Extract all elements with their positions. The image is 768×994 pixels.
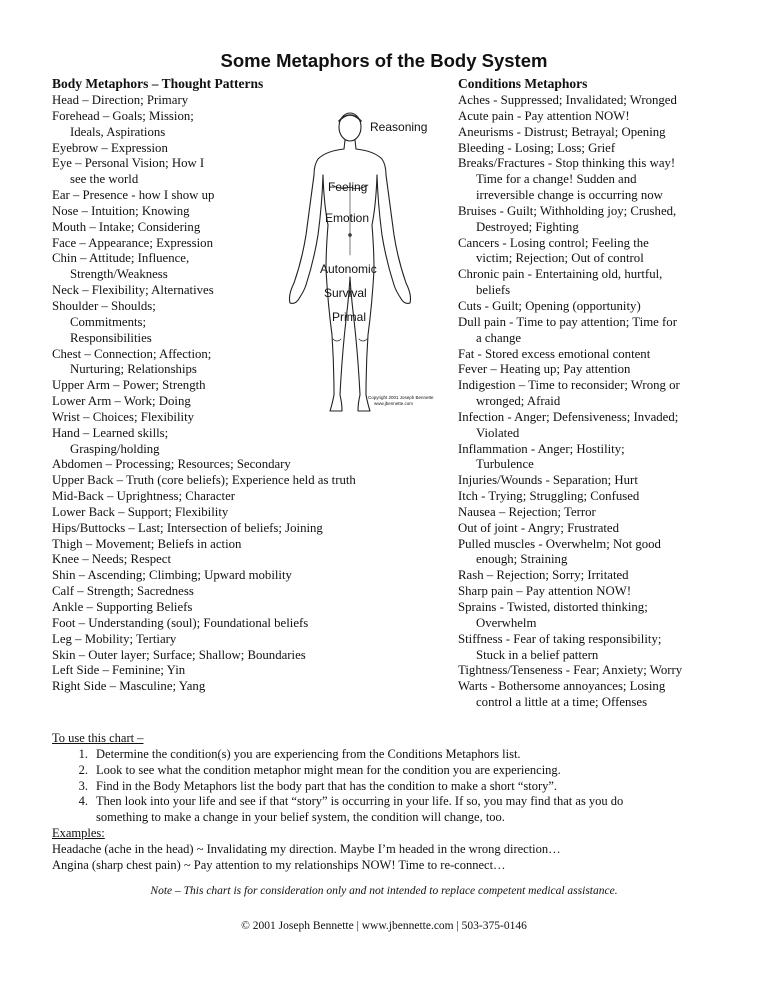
step-number: 1.: [78, 746, 88, 761]
condition-metaphor-line: Overwhelm: [476, 615, 537, 630]
body-metaphor-line: Mouth – Intake; Considering: [52, 219, 201, 234]
condition-metaphor-line: Stiffness - Fear of taking responsibility;: [458, 631, 662, 646]
condition-metaphor-line: Fat - Stored excess emotional content: [458, 346, 651, 361]
body-metaphor-line: Eyebrow – Expression: [52, 140, 168, 155]
body-metaphor-line: Upper Back – Truth (core beliefs); Experience held as truth: [52, 473, 356, 488]
label-reasoning: Reasoning: [370, 120, 428, 134]
condition-metaphor-line: enough; Straining: [476, 552, 568, 567]
footer: © 2001 Joseph Bennette | www.jbennette.com | 503-375-0146: [241, 920, 527, 932]
condition-metaphor-line: Chronic pain - Entertaining old, hurtful,: [458, 267, 663, 282]
disclaimer-note: Note – This chart is for consideration only and not intended to replace competent medical assistance.: [150, 885, 618, 897]
condition-metaphor-line: Bleeding - Losing; Loss; Grief: [458, 140, 616, 155]
body-metaphor-line: Knee – Needs; Respect: [52, 552, 172, 567]
label-primal: Primal: [332, 310, 367, 324]
body-metaphor-line: Ideals, Aspirations: [70, 124, 166, 139]
body-metaphor-line: Lower Back – Support; Flexibility: [52, 504, 229, 519]
instruction-step: [52, 747, 752, 763]
body-metaphor-line: Shoulder – Shoulds;: [52, 298, 156, 313]
label-feeling: Feeling: [328, 180, 368, 194]
instruction-step: [52, 810, 752, 826]
condition-metaphor-line: Pulled muscles - Overwhelm; Not good: [458, 536, 661, 551]
condition-metaphor-line: Violated: [476, 425, 520, 440]
condition-metaphor-line: a change: [476, 330, 522, 345]
body-metaphor-line: Abdomen – Processing; Resources; Secondary: [52, 457, 291, 472]
body-metaphor-line: Chin – Attitude; Influence,: [52, 251, 190, 266]
condition-metaphor-line: Bruises - Guilt; Withholding joy; Crushed,: [458, 203, 677, 218]
condition-metaphor-line: Warts - Bothersome annoyances; Losing: [458, 679, 666, 694]
conditions-metaphors-list: [458, 93, 682, 711]
step-text: Then look into your life and see if that “story” is occurring in your life. If so, you may find that as you do: [96, 794, 624, 809]
body-metaphor-line: Foot – Understanding (soul); Foundational beliefs: [52, 615, 309, 630]
condition-metaphor-line: Inflammation - Anger; Hostility;: [458, 441, 625, 456]
condition-metaphor-line: Fever – Heating up; Pay attention: [458, 362, 631, 377]
condition-metaphor-line: Cancers - Losing control; Feeling the: [458, 235, 649, 250]
examples-heading: Examples:: [52, 826, 105, 841]
step-text: Find in the Body Metaphors list the body part that has the condition to make a short “story”.: [96, 778, 558, 793]
body-metaphor-line: see the world: [70, 172, 139, 187]
conditions-metaphors-heading: Conditions Metaphors: [458, 76, 588, 91]
condition-metaphor-line: Nausea – Rejection; Terror: [458, 504, 596, 519]
condition-metaphor-line: irreversible change is occurring now: [476, 188, 663, 203]
step-number: [52, 810, 96, 826]
condition-metaphor-line: Infection - Anger; Defensiveness; Invaded;: [458, 409, 679, 424]
body-metaphor-line: Responsibilities: [70, 330, 152, 345]
body-metaphor-line: Commitments;: [70, 314, 147, 329]
condition-metaphor-line: Dull pain - Time to pay attention; Time for: [458, 314, 677, 329]
body-metaphor-line: Hips/Buttocks – Last; Intersection of beliefs; Joining: [52, 520, 323, 535]
example-item: Angina (sharp chest pain) ~ Pay attention to my relationships NOW! Time to re-connect…: [52, 857, 506, 872]
body-metaphor-line: Nurturing; Relationships: [70, 362, 197, 377]
condition-metaphor-line: Turbulence: [476, 457, 534, 472]
body-metaphor-line: Mid-Back – Uprightness; Character: [52, 489, 236, 504]
example-item: Headache (ache in the head) ~ Invalidating my direction. Maybe I’m headed in the wrong direction…: [52, 841, 561, 856]
body-metaphor-line: Head – Direction; Primary: [52, 93, 189, 107]
condition-metaphor-line: Out of joint - Angry; Frustrated: [458, 520, 620, 535]
body-metaphor-line: Forehead – Goals; Mission;: [52, 108, 194, 123]
condition-metaphor-line: victim; Rejection; Out of control: [476, 251, 644, 266]
instruction-step: [52, 779, 752, 795]
instructions-heading: To use this chart –: [52, 731, 144, 745]
step-number: 3.: [78, 778, 88, 793]
body-metaphor-line: Thigh – Movement; Beliefs in action: [52, 536, 242, 551]
condition-metaphor-line: Stuck in a belief pattern: [476, 647, 599, 662]
condition-metaphor-line: Breaks/Fractures - Stop thinking this way!: [458, 156, 676, 171]
instruction-steps: [52, 747, 752, 826]
condition-metaphor-line: Cuts - Guilt; Opening (opportunity): [458, 298, 641, 313]
label-survival: Survival: [324, 286, 367, 300]
body-metaphor-line: Nose – Intuition; Knowing: [52, 203, 190, 218]
condition-metaphor-line: Injuries/Wounds - Separation; Hurt: [458, 473, 638, 488]
body-metaphor-line: Left Side – Feminine; Yin: [52, 663, 186, 678]
condition-metaphor-line: wronged; Afraid: [476, 394, 561, 409]
figure-copyright: Copyright 2001 Joseph Bennette: [368, 395, 434, 400]
condition-metaphor-line: Rash – Rejection; Sorry; Irritated: [458, 568, 629, 583]
step-number: 2.: [78, 762, 88, 777]
condition-metaphor-line: Sprains - Twisted, distorted thinking;: [458, 600, 648, 614]
condition-metaphor-line: Time for a change! Sudden and: [476, 172, 637, 187]
condition-metaphor-line: Aches - Suppressed; Invalidated; Wronged: [458, 93, 677, 107]
body-metaphor-line: Lower Arm – Work; Doing: [52, 394, 191, 409]
condition-metaphor-line: Acute pain - Pay attention NOW!: [458, 108, 630, 123]
body-metaphor-line: Grasping/holding: [70, 441, 160, 456]
instructions: [52, 731, 752, 874]
body-metaphor-line: Calf – Strength; Sacredness: [52, 584, 194, 599]
body-metaphor-line: Face – Appearance; Expression: [52, 235, 213, 250]
condition-metaphor-line: Tightness/Tenseness - Fear; Anxiety; Worry: [458, 663, 683, 678]
body-metaphor-line: Hand – Learned skills;: [52, 425, 169, 440]
instruction-step: [52, 794, 752, 810]
condition-metaphor-line: control a little at a time; Offenses: [476, 695, 648, 710]
body-metaphor-line: Wrist – Choices; Flexibility: [52, 409, 195, 424]
condition-metaphor-line: Aneurisms - Distrust; Betrayal; Opening: [458, 124, 666, 139]
instruction-step: [52, 763, 752, 779]
condition-metaphor-line: Destroyed; Fighting: [476, 219, 579, 234]
body-metaphor-line: Ear – Presence - how I show up: [52, 188, 215, 203]
label-autonomic: Autonomic: [320, 262, 377, 276]
condition-metaphor-line: Sharp pain – Pay attention NOW!: [458, 584, 632, 599]
step-number: 4.: [78, 794, 88, 809]
body-metaphor-line: Eye – Personal Vision; How I: [52, 156, 205, 171]
condition-metaphor-line: Indigestion – Time to reconsider; Wrong or: [458, 378, 680, 393]
condition-metaphor-line: Itch - Trying; Struggling; Confused: [458, 489, 640, 504]
condition-metaphor-line: beliefs: [476, 283, 511, 298]
human-body-figure: [270, 105, 450, 425]
body-metaphor-line: Shin – Ascending; Climbing; Upward mobility: [52, 568, 292, 583]
body-metaphors-heading: Body Metaphors – Thought Patterns: [52, 76, 264, 91]
body-metaphor-line: Neck – Flexibility; Alternatives: [52, 283, 214, 298]
step-text: something to make a change in your belief system, the condition will change, too.: [96, 810, 505, 825]
body-metaphor-line: Leg – Mobility; Tertiary: [52, 631, 177, 646]
page-title: Some Metaphors of the Body System: [220, 50, 548, 71]
body-metaphor-line: Skin – Outer layer; Surface; Shallow; Boundaries: [52, 647, 306, 662]
figure-website: www.jbennette.com: [374, 401, 414, 406]
body-metaphor-line: Right Side – Masculine; Yang: [52, 679, 206, 694]
body-metaphor-line: Upper Arm – Power; Strength: [52, 378, 206, 393]
label-emotion: Emotion: [325, 211, 370, 225]
body-metaphor-line: Chest – Connection; Affection;: [52, 346, 212, 361]
body-metaphor-line: Ankle – Supporting Beliefs: [52, 600, 193, 614]
step-text: Determine the condition(s) you are experiencing from the Conditions Metaphors list.: [96, 746, 521, 761]
step-text: Look to see what the condition metaphor might mean for the condition you are experiencing.: [96, 762, 561, 777]
body-metaphor-line: Strength/Weakness: [70, 267, 168, 282]
